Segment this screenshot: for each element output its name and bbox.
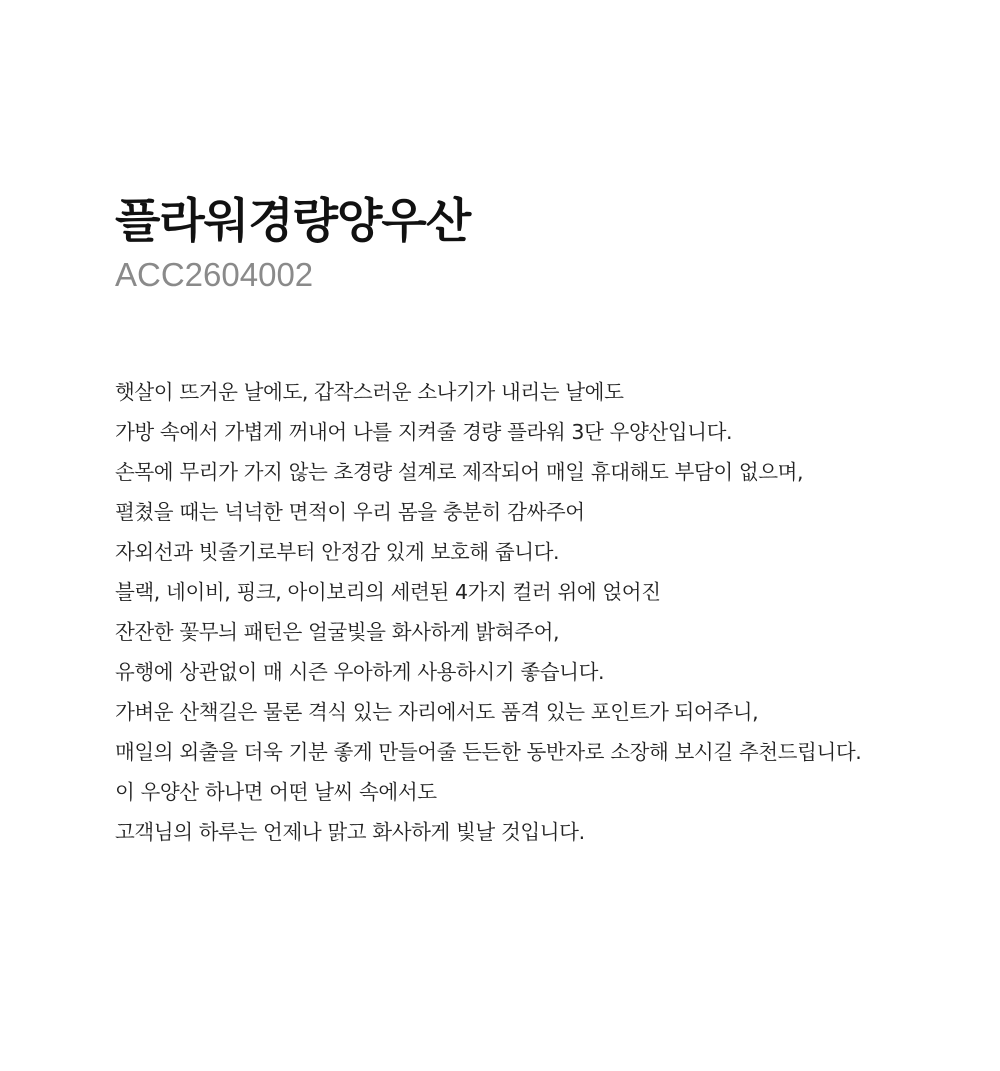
- description-line: 햇살이 뜨거운 날에도, 갑작스러운 소나기가 내리는 날에도: [115, 380, 624, 404]
- description-line: 잔잔한 꽃무늬 패턴은 얼굴빛을 화사하게 밝혀주어,: [115, 620, 560, 644]
- description-line: 블랙, 네이비, 핑크, 아이보리의 세련된 4가지 컬러 위에 얹어진: [115, 580, 661, 604]
- description-line: 가방 속에서 가볍게 꺼내어 나를 지켜줄 경량 플라워 3단 우양산입니다.: [115, 420, 733, 444]
- product-header: [115, 192, 985, 296]
- description-line: 매일의 외출을 더욱 기분 좋게 만들어줄 든든한 동반자로 소장해 보시길 추천드립니다.: [115, 740, 862, 764]
- description-line: 유행에 상관없이 매 시즌 우아하게 사용하시기 좋습니다.: [115, 660, 605, 684]
- description-line: 손목에 무리가 가지 않는 초경량 설계로 제작되어 매일 휴대해도 부담이 없으며,: [115, 460, 804, 484]
- description-line: 가벼운 산책길은 물론 격식 있는 자리에서도 품격 있는 포인트가 되어주니,: [115, 700, 759, 724]
- product-title: 플라워경량양우산: [115, 194, 471, 249]
- description-line: 펼쳤을 때는 넉넉한 면적이 우리 몸을 충분히 감싸주어: [115, 500, 585, 524]
- description-line: 자외선과 빗줄기로부터 안정감 있게 보호해 줍니다.: [115, 540, 560, 564]
- description-line: 고객님의 하루는 언제나 맑고 화사하게 빛날 것입니다.: [115, 820, 585, 844]
- product-code: ACC2604002: [115, 256, 314, 293]
- product-description: [115, 372, 990, 852]
- description-line: 이 우양산 하나면 어떤 날씨 속에서도: [115, 780, 437, 804]
